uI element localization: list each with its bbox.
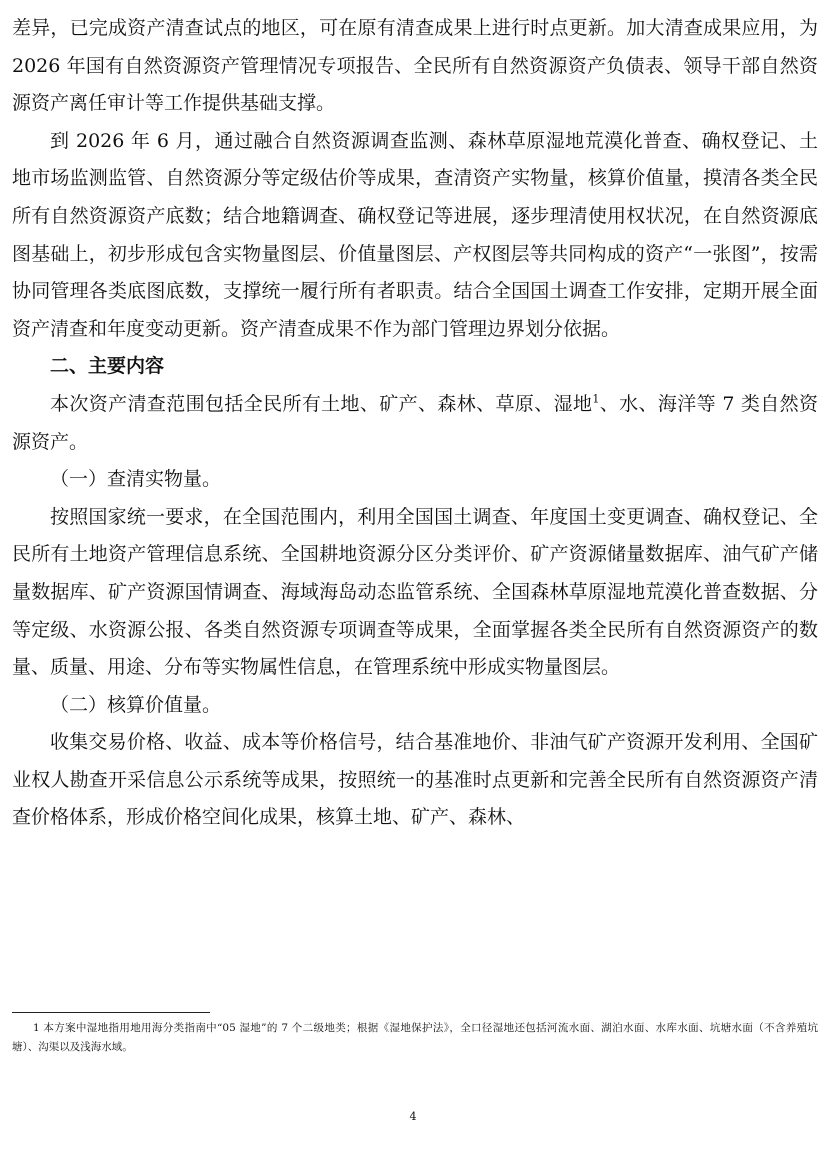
scope-text-start: 本次资产清查范围包括全民所有土地、矿产、森林、草原、湿地 [50,392,593,415]
subheading-value-accounting: （二）核算价值量。 [50,693,222,716]
paragraph-physical-quantity: 按照国家统一要求，在全国范围内，利用全国国土调查、年度国土变更调查、确权登记、全民所有土地资产管理信息系统、全国耕地资源分区分类评价、矿产资源储量数据库、油气矿产储量数据库、矿产资源国情调查、海域海岛动态监管系统、全国森林草原湿地荒漠化普查数据、分等定级、水资源公报、各类自然资源专项调查等成果，全面掌握各类全民所有自然资源资产的数量、质量、用途、分布等实物属性信息，在管理系统中形成实物量图层。 [12,505,818,679]
footnote-divider [12,1012,210,1013]
page-number: 4 [409,1110,417,1123]
paragraph-goal: 到 2026 年 6 月，通过融合自然资源调查监测、森林草原湿地荒漠化普查、确权登记、土地市场监测监管、自然资源分等定级估价等成果，查清资产实物量，核算价值量，摸清各类全民所有自然资源资产底数；结合地籍调查、确权登记等进展，逐步理清使用权状况，在自然资源底图基础上，初步形成包含实物量图层、价值量图层、产权图层等共同构成的资产“一张图”，按需协同管理各类底图底数，支撑统一履行所有者职责。结合全国国土调查工作安排，定期开展全面资产清查和年度变动更新。资产清查成果不作为部门管理边界划分依据。 [12,129,818,340]
footnote-marker[interactable]: 1 [592,392,600,406]
footnote: 1 本方案中湿地指用地用海分类指南中“05 湿地”的 7 个二级地类；根据《湿地保护法》，全口径湿地还包括河流水面、湖泊水面、水库水面、坑塘水面（不含养殖坑塘）、沟渠以及浅海水域。 [12,1022,818,1053]
paragraph-value-accounting: 收集交易价格、收益、成本等价格信号，结合基准地价、非油气矿产资源开发利用、全国矿业权人勘查开采信息公示系统等成果，按照统一的基准时点更新和完善全民所有自然资源资产清查价格体系，形成价格空间化成果，核算土地、矿产、森林、 [12,731,818,829]
scope-text-end: 、水、海洋等 7 类自然资源资产。 [12,392,818,453]
body-text [12,10,818,837]
section-heading-main-content: 二、主要内容 [50,355,165,378]
paragraph-continued: 差异，已完成资产清查试点的地区，可在原有清查成果上进行时点更新。加大清查成果应用，为 2026 年国有自然资源资产管理情况专项报告、全民所有自然资源资产负债表、领导干部自然资源资产离任审计等工作提供基础支撑。 [12,17,818,115]
paragraph-scope [12,386,818,461]
subheading-physical-quantity: （一）查清实物量。 [50,468,222,491]
